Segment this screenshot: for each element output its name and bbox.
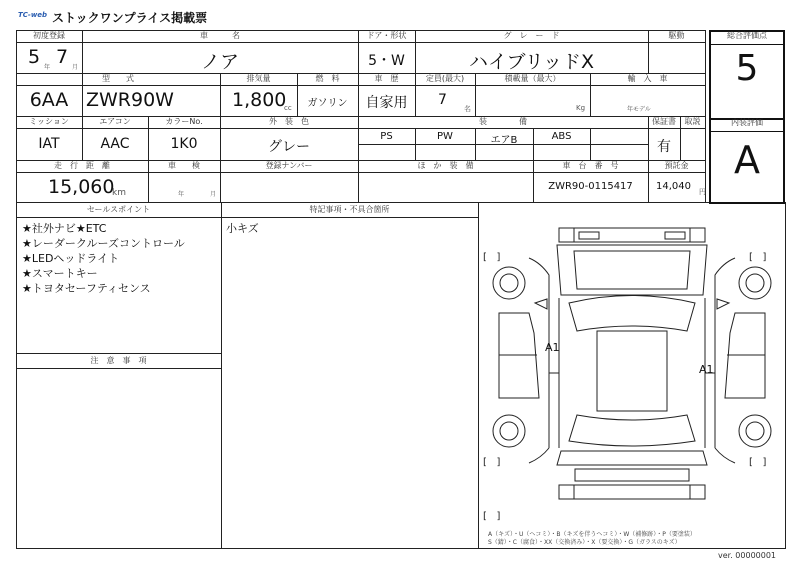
mileage-value: 15,060 — [48, 176, 115, 198]
overall-score-value: 5 — [735, 48, 759, 89]
car-name-label: 車 名 — [200, 31, 240, 40]
mission-label: ミッション — [29, 117, 69, 126]
list-item: ★トヨタセーフティセンス — [22, 282, 151, 295]
inspection-month-unit: 月 — [210, 191, 217, 198]
list-item: ★レーダークルーズコントロール — [22, 237, 185, 250]
damage-legend — [488, 531, 696, 547]
mission-value: IAT — [38, 136, 60, 152]
inspection-label: 車 検 — [168, 161, 200, 170]
equipment-pw: PW — [437, 131, 453, 142]
legend-line-2: S（錆）・C（腐食）・XX（交換済み）・X（要交換）・G（ガラスのキズ） — [488, 539, 681, 546]
load-label: 積載量（最大） — [504, 74, 561, 83]
sales-points-list — [22, 221, 185, 296]
door-type-label: ドア・形状 — [366, 31, 407, 40]
deposit-unit: 円 — [699, 188, 706, 196]
version-label: ver. 00000001 — [718, 551, 777, 560]
svg-text:[ ]: [ ] — [483, 511, 501, 522]
mileage-unit: km — [112, 188, 126, 198]
interior-score-label: 内装評価 — [731, 118, 763, 127]
exterior-label: 外 装 色 — [269, 117, 309, 126]
model-code: ZWR90W — [86, 89, 174, 111]
chassis-value: ZWR90-0115417 — [548, 181, 633, 192]
car-name: ノア — [200, 51, 239, 73]
chassis-label: 車 台 番 号 — [562, 161, 619, 170]
reg-month-unit: 月 — [72, 64, 79, 71]
drive-label: 駆動 — [668, 31, 685, 40]
mileage-label: 走 行 距 離 — [54, 161, 110, 170]
exterior-color: グレー — [268, 139, 310, 155]
aircon-label: エアコン — [99, 117, 131, 126]
load-unit: Kg — [576, 104, 586, 112]
remarks-title: 特記事項・不具合箇所 — [309, 205, 390, 214]
notes-title: 注 意 事 項 — [90, 356, 147, 365]
capacity-unit: 名 — [464, 105, 471, 113]
color-no-value: 1K0 — [170, 136, 198, 152]
reg-year: 5 — [28, 46, 41, 68]
fuel-label: 燃 料 — [315, 74, 340, 83]
model-label: 型 式 — [102, 74, 134, 83]
import-label: 輸 入 車 — [627, 74, 668, 83]
equipment-airbag: エアB — [490, 135, 518, 146]
door-type: 5・W — [368, 53, 405, 69]
remarks-text: 小キズ — [226, 222, 259, 235]
equipment-abs: ABS — [551, 131, 572, 142]
damage-mark-left: A1 — [545, 341, 560, 354]
other-equipment-label: ほ か 装 備 — [417, 161, 474, 170]
warranty-label: 保証書 — [652, 117, 676, 126]
car-diagram — [479, 203, 785, 533]
logo: TC-web — [18, 11, 48, 19]
plate-label: 登録ナンバー — [265, 161, 313, 170]
aircon-value: AAC — [100, 136, 130, 152]
reg-month: 7 — [56, 46, 69, 68]
svg-text:[ ]: [ ] — [749, 457, 767, 468]
displacement-label: 排気量 — [246, 74, 271, 83]
list-item: ★LEDヘッドライト — [22, 252, 120, 265]
capacity-label: 定員(最大) — [425, 74, 465, 83]
list-item: ★社外ナビ★ETC — [22, 222, 107, 235]
svg-text:[ ]: [ ] — [749, 252, 767, 263]
equipment-label: 装 備 — [479, 117, 527, 126]
reg-year-unit: 年 — [44, 64, 51, 71]
fuel-value: ガソリン — [307, 98, 348, 109]
equipment-ps: PS — [380, 131, 393, 142]
header — [16, 8, 316, 28]
page-title: ストックワンプライス掲載票 — [52, 11, 208, 25]
capacity-value: 7 — [438, 92, 447, 108]
inspection-year-unit: 年 — [178, 191, 185, 198]
model-prefix: 6AA — [29, 89, 69, 111]
history-label: 車 歴 — [374, 74, 399, 83]
grade-value: ハイブリッドX — [469, 51, 594, 73]
deposit-label: 預託金 — [664, 161, 689, 170]
displacement-unit: cc — [284, 104, 292, 112]
displacement-value: 1,800 — [232, 89, 287, 111]
manual-label: 取説 — [684, 117, 701, 126]
import-note: 年モデル — [627, 106, 651, 113]
damage-mark-right: A1 — [699, 363, 714, 376]
history-value: 自家用 — [365, 95, 408, 111]
color-no-label: カラーNo. — [165, 117, 203, 126]
legend-line-1: A（キズ）・U（ヘコミ）・B（キズを伴うヘコミ）・W（補修跡）・P（要塗装） — [488, 531, 696, 538]
grade-label: グ レ ー ド — [503, 31, 560, 40]
warranty-value: 有 — [657, 139, 671, 155]
svg-text:[ ]: [ ] — [483, 457, 501, 468]
list-item: ★スマートキー — [22, 267, 98, 280]
overall-score-label: 総合評価点 — [727, 31, 767, 40]
sales-title: セールスポイント — [86, 205, 151, 214]
interior-score-value: A — [734, 138, 760, 182]
first-reg-label: 初度登録 — [33, 31, 65, 40]
deposit-value: 14,040 — [656, 181, 691, 192]
svg-text:[ ]: [ ] — [483, 252, 501, 263]
